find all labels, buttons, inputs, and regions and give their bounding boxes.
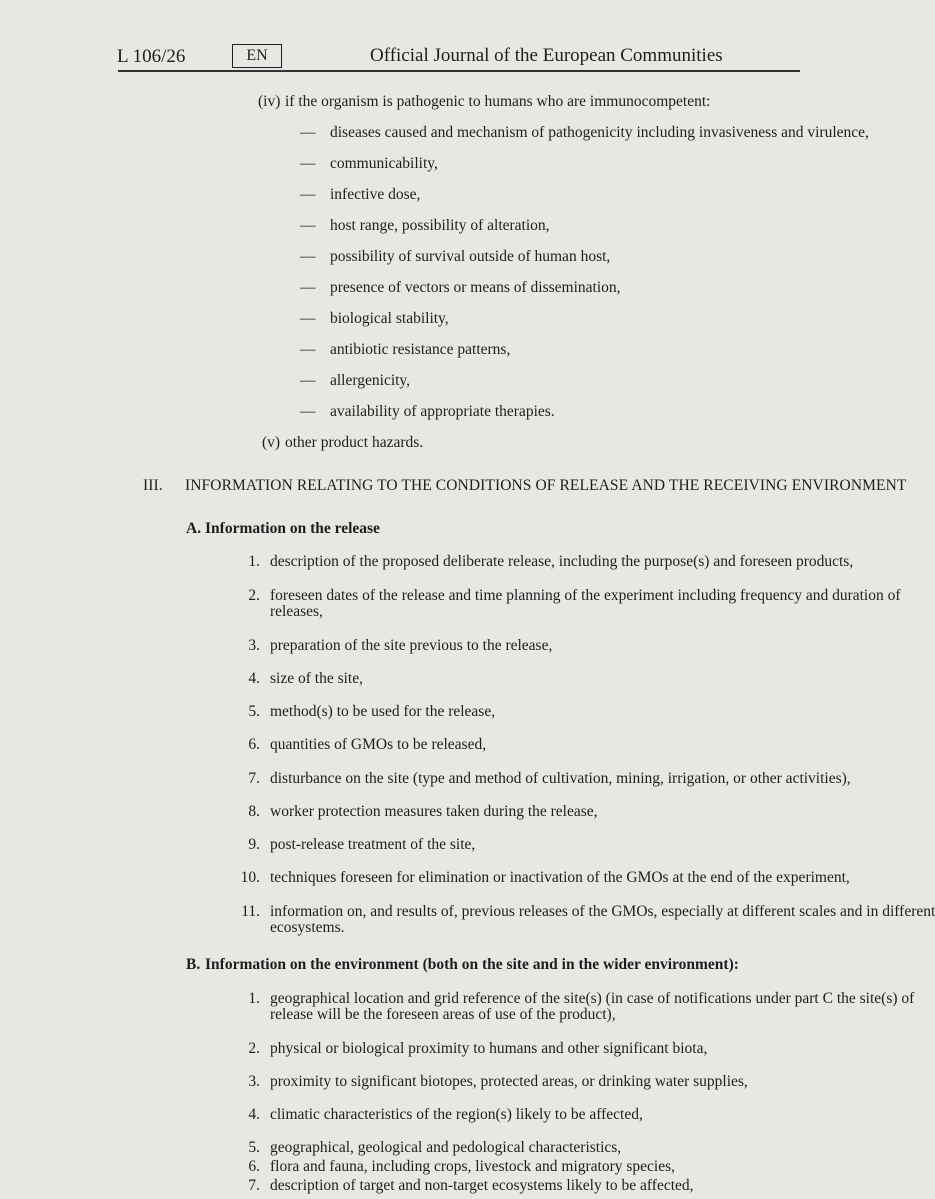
item-number: 2.: [248, 1040, 260, 1057]
item-number: 2.: [248, 587, 260, 604]
item-number: 3.: [248, 637, 260, 654]
list-item: communicability,: [330, 155, 438, 172]
page-reference: L 106/26: [117, 46, 186, 67]
list-item: foreseen dates of the release and time planning of the experiment including frequency and duration of: [270, 587, 901, 604]
list-item: disturbance on the site (type and method of cultivation, mining, irrigation, or other activities),: [270, 770, 851, 787]
sub-label-v: (v): [262, 434, 281, 451]
list-item: host range, possibility of alteration,: [330, 217, 550, 234]
dash: —: [300, 403, 316, 420]
list-item: geographical, geological and pedological characteristics,: [270, 1139, 622, 1156]
list-item: preparation of the site previous to the release,: [270, 637, 553, 654]
list-item: physical or biological proximity to humans and other significant biota,: [270, 1040, 708, 1057]
list-item-continuation: release will be the foreseen areas of use of the product),: [270, 1006, 616, 1023]
subpart-title-a: Information on the release: [205, 520, 380, 537]
sub-text-v: other product hazards.: [285, 434, 424, 451]
list-item: proximity to significant biotopes, protected areas, or drinking water supplies,: [270, 1073, 748, 1090]
dash: —: [300, 248, 316, 265]
part-numeral: III.: [143, 477, 163, 494]
item-number: 4.: [248, 1106, 260, 1123]
list-item: antibiotic resistance patterns,: [330, 341, 511, 358]
language-box: EN: [232, 44, 282, 68]
dash: —: [300, 372, 316, 389]
list-item: size of the site,: [270, 670, 363, 687]
list-item: availability of appropriate therapies.: [330, 403, 555, 420]
dash: —: [300, 217, 316, 234]
item-number: 6.: [248, 1158, 260, 1175]
list-item: climatic characteristics of the region(s) likely to be affected,: [270, 1106, 643, 1123]
subpart-title-b: Information on the environment (both on the site and in the wider environment):: [205, 956, 739, 973]
list-item: method(s) to be used for the release,: [270, 703, 496, 720]
item-number: 6.: [248, 736, 260, 753]
list-item-continuation: ecosystems.: [270, 919, 345, 936]
list-item: allergenicity,: [330, 372, 411, 389]
list-item: geographical location and grid reference of the site(s) (in case of notifications under part C the site(s) of: [270, 990, 915, 1007]
dash: —: [300, 124, 316, 141]
list-item: description of the proposed deliberate release, including the purpose(s) and foreseen products,: [270, 553, 854, 570]
item-number: 8.: [248, 803, 260, 820]
item-number: 11.: [241, 903, 260, 920]
list-item: diseases caused and mechanism of pathogenicity including invasiveness and virulence,: [330, 124, 869, 141]
dash: —: [300, 341, 316, 358]
item-number: 7.: [248, 1177, 260, 1194]
list-item-continuation: releases,: [270, 603, 323, 620]
item-number: 1.: [248, 990, 260, 1007]
item-number: 3.: [248, 1073, 260, 1090]
dash: —: [300, 155, 316, 172]
list-item: possibility of survival outside of human host,: [330, 248, 611, 265]
journal-title: Official Journal of the European Communities: [370, 45, 723, 66]
item-number: 5.: [248, 703, 260, 720]
dash: —: [300, 279, 316, 296]
subpart-letter-a: A.: [186, 520, 202, 537]
dash: —: [300, 186, 316, 203]
list-item: information on, and results of, previous releases of the GMOs, especially at different scales and in different: [270, 903, 935, 920]
list-item: quantities of GMOs to be released,: [270, 736, 487, 753]
sub-text-iv: if the organism is pathogenic to humans who are immunocompetent:: [285, 93, 711, 110]
header-rule: [118, 70, 800, 72]
list-item: post-release treatment of the site,: [270, 836, 476, 853]
subpart-letter-b: B.: [186, 956, 201, 973]
list-item: description of target and non-target ecosystems likely to be affected,: [270, 1177, 694, 1194]
item-number: 7.: [248, 770, 260, 787]
list-item: worker protection measures taken during the release,: [270, 803, 598, 820]
part-title: INFORMATION RELATING TO THE CONDITIONS OF RELEASE AND THE RECEIVING ENVIRONMENT: [185, 477, 907, 494]
list-item: infective dose,: [330, 186, 421, 203]
dash: —: [300, 310, 316, 327]
list-item: biological stability,: [330, 310, 449, 327]
item-number: 10.: [240, 869, 260, 886]
item-number: 9.: [248, 836, 260, 853]
item-number: 4.: [248, 670, 260, 687]
list-item: techniques foreseen for elimination or inactivation of the GMOs at the end of the experiment,: [270, 869, 850, 886]
list-item: presence of vectors or means of dissemination,: [330, 279, 621, 296]
sub-label-iv: (iv): [258, 93, 281, 110]
list-item: flora and fauna, including crops, livestock and migratory species,: [270, 1158, 676, 1175]
item-number: 5.: [248, 1139, 260, 1156]
item-number: 1.: [248, 553, 260, 570]
